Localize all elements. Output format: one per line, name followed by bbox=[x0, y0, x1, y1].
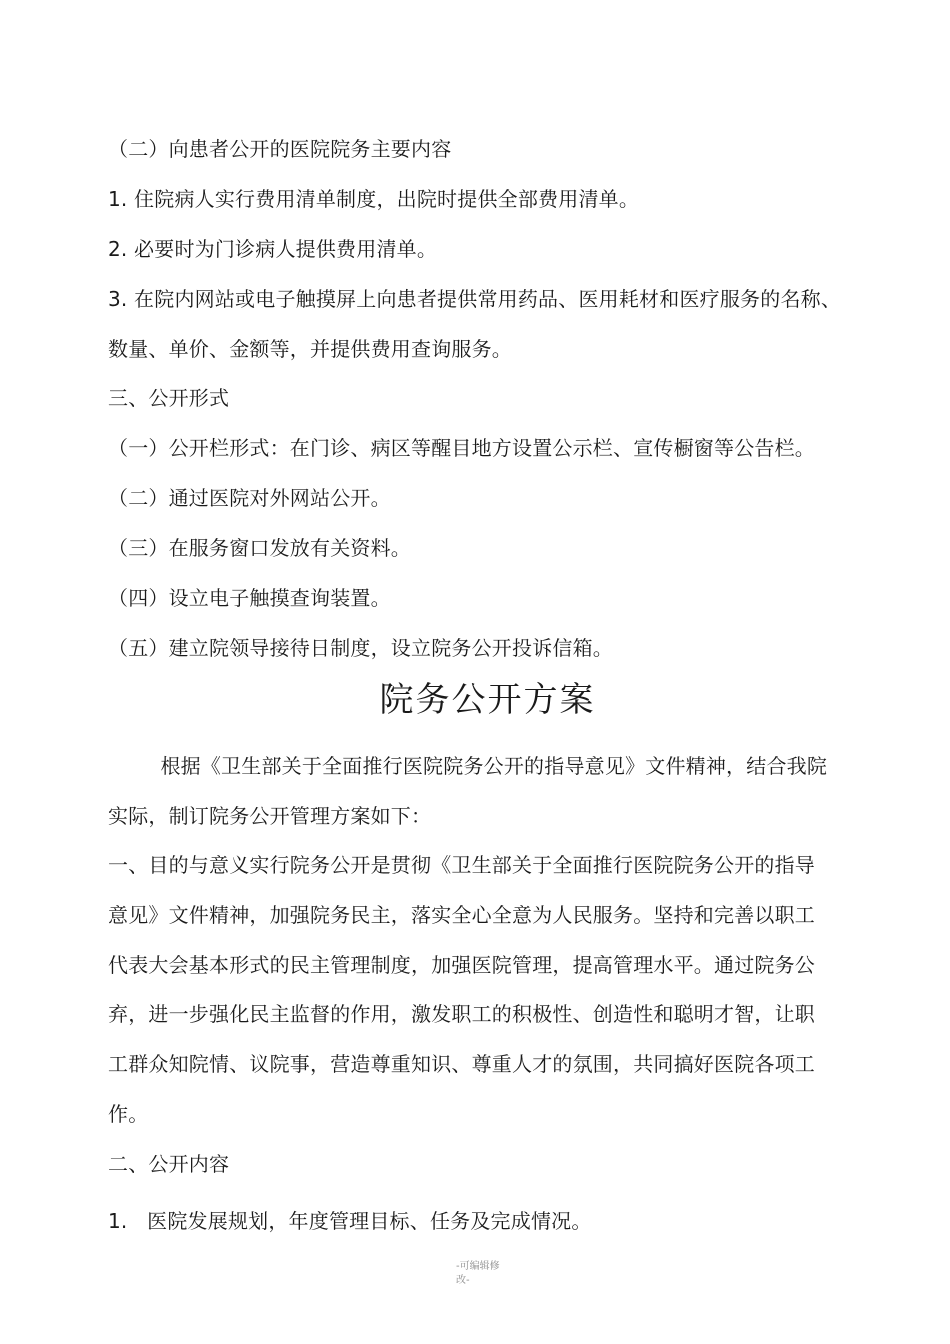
text-line: 意见》文件精神，加强院务民主，落实全心全意为人民服务。坚持和完善以职工 bbox=[108, 903, 815, 927]
text-line: 2. 必要时为门诊病人提供费用清单。 bbox=[108, 237, 438, 261]
text-line: 实际，制订院务公开管理方案如下： bbox=[108, 804, 432, 828]
text-line: 1. 医院发展规划，年度管理目标、任务及完成情况。 bbox=[108, 1209, 592, 1233]
footer-note: -可编辑修 bbox=[456, 1261, 500, 1272]
text-line: 3. 在院内网站或电子触摸屏上向患者提供常用药品、医用耗材和医疗服务的名称、 bbox=[108, 287, 842, 311]
footer-note: 改- bbox=[456, 1275, 470, 1286]
text-line: 工群众知院情、议院事，营造尊重知识、尊重人才的氛围，共同搞好医院各项工 bbox=[108, 1052, 815, 1076]
text-line: 1. 住院病人实行费用清单制度，出院时提供全部费用清单。 bbox=[108, 187, 640, 211]
text-line: 数量、单价、金额等，并提供费用查询服务。 bbox=[108, 337, 512, 361]
text-line: 作。 bbox=[108, 1102, 149, 1126]
section-heading: 二、公开内容 bbox=[108, 1152, 230, 1176]
text-line: 根据《卫生部关于全面推行医院院务公开的指导意见》文件精神，结合我院 bbox=[108, 754, 828, 778]
text-line: 代表大会基本形式的民主管理制度，加强医院管理，提高管理水平。通过院务公 bbox=[108, 953, 815, 977]
text-line: （一）公开栏形式：在门诊、病区等醒目地方设置公示栏、宣传橱窗等公告栏。 bbox=[108, 436, 815, 460]
text-line: （三）在服务窗口发放有关资料。 bbox=[108, 536, 411, 560]
section-heading: 三、公开形式 bbox=[108, 386, 230, 410]
text-line: （二）通过医院对外网站公开。 bbox=[108, 486, 391, 510]
text-line: 一、目的与意义实行院务公开是贯彻《卫生部关于全面推行医院院务公开的指导 bbox=[108, 853, 815, 877]
document-title: 院务公开方案 bbox=[379, 680, 596, 720]
text-line: （二）向患者公开的医院院务主要内容 bbox=[108, 137, 452, 161]
text-line: （四）设立电子触摸查询装置。 bbox=[108, 586, 391, 610]
text-line: （五）建立院领导接待日制度，设立院务公开投诉信箱。 bbox=[108, 636, 613, 660]
text-line: 弃，进一步强化民主监督的作用，激发职工的积极性、创造性和聪明才智，让职 bbox=[108, 1002, 815, 1026]
